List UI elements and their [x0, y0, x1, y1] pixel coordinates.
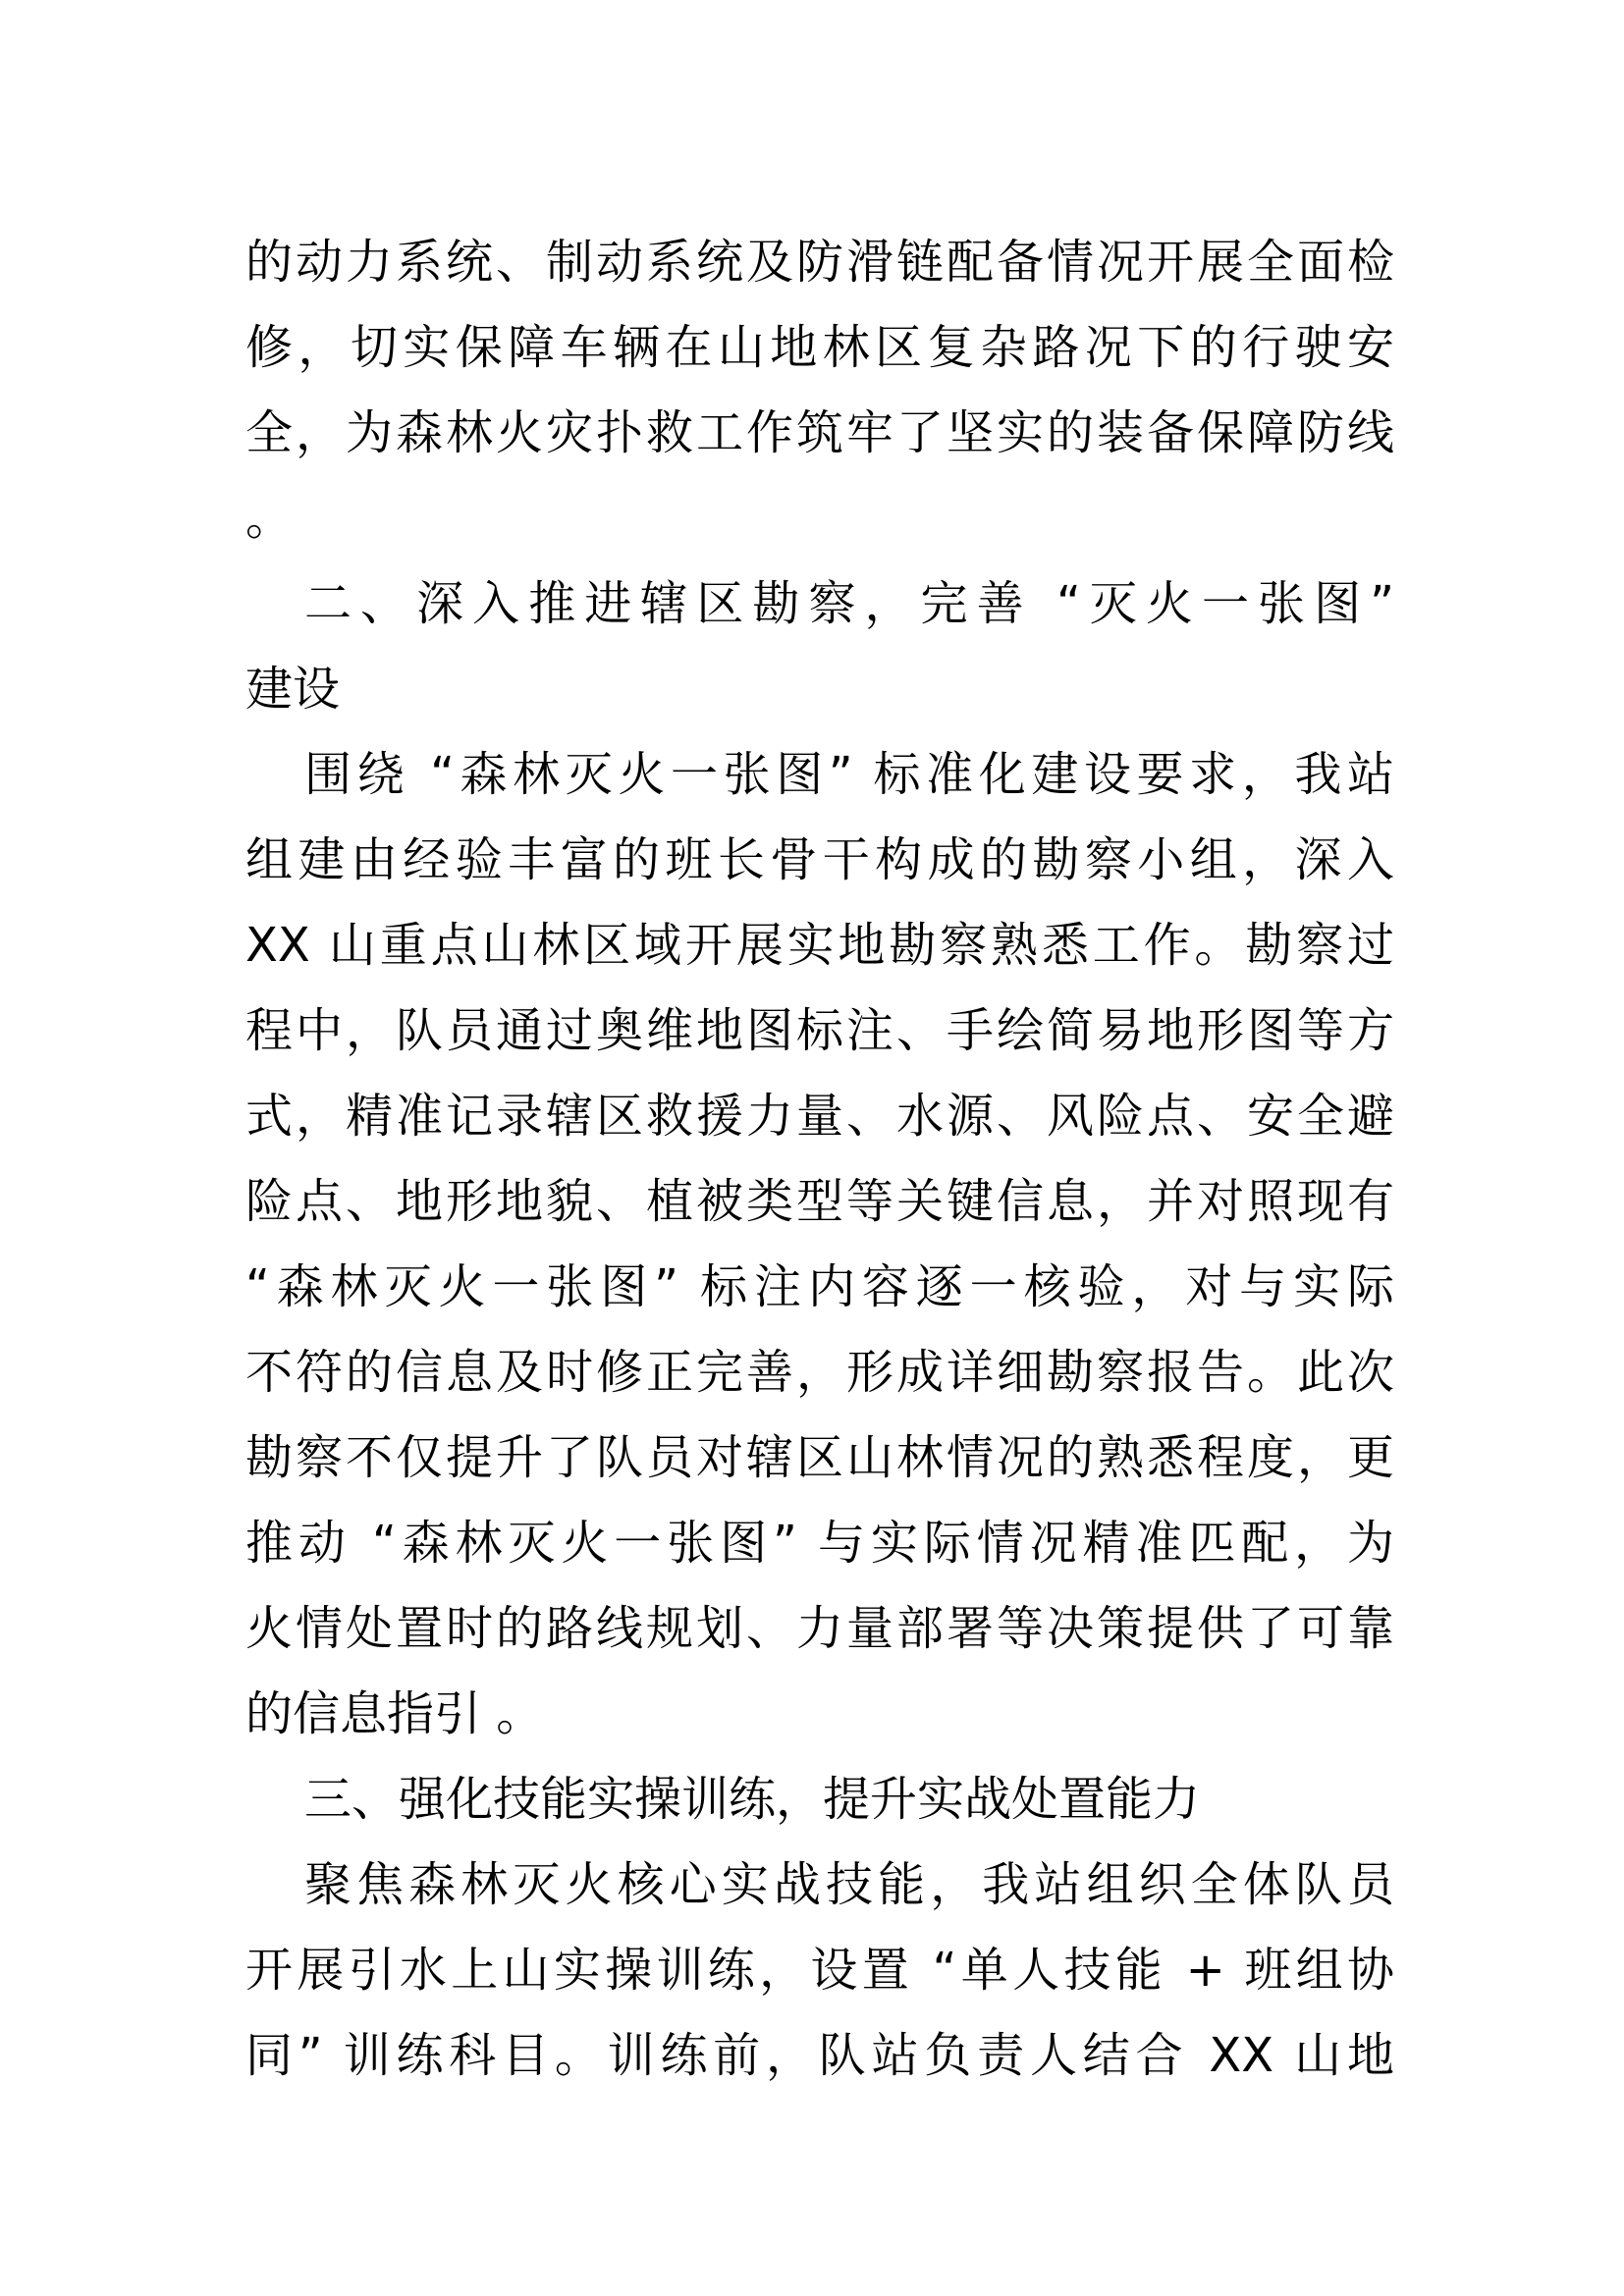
body-text-line: 组建由经验丰富的班长骨干构成的勘察小组，深入: [245, 832, 1394, 887]
body-text-line: 不符的信息及时修正完善，形成详细勘察报告。此次: [245, 1345, 1394, 1400]
body-text-line: 险点、地形地貌、植被类型等关键信息，并对照现有: [245, 1174, 1394, 1229]
paragraph-start: 围绕 “森林灭火一张图” 标准化建设要求，我站: [304, 747, 1394, 802]
body-text-line: 同” 训练科目。训练前，队站负责人结合 XX 山地: [245, 2028, 1394, 2083]
section-heading-2: 二、深入推进辖区勘察，完善 “灭火一张图”: [304, 576, 1394, 631]
body-text-line: 程中，队员通过奥维地图标注、手绘简易地形图等方: [245, 1003, 1394, 1058]
body-text-line: 全，为森林火灾扑救工作筑牢了坚实的装备保障防线: [245, 405, 1394, 460]
body-text-line: 的动力系统、制动系统及防滑链配备情况开展全面检: [245, 235, 1394, 290]
body-text-line: “森林灭火一张图” 标注内容逐一核验，对与实际: [245, 1259, 1394, 1314]
body-text-line: 式，精准记录辖区救援力量、水源、风险点、安全避: [245, 1089, 1394, 1144]
section-heading-2-continuation: 建设: [245, 662, 341, 717]
body-text-line: 修，切实保障车辆在山地林区复杂路况下的行驶安: [245, 320, 1394, 375]
body-text-line: 开展引水上山实操训练，设置 “单人技能 + 班组协: [245, 1943, 1394, 1998]
section-heading-3: 三、强化技能实操训练，提升实战处置能力: [304, 1772, 1201, 1827]
body-text-line: 推动 “森林灭火一张图” 与实际情况精准匹配，为: [245, 1516, 1394, 1571]
body-text-line: 。: [245, 491, 294, 546]
body-text-line: 勘察不仅提升了队员对辖区山林情况的熟悉程度，更: [245, 1430, 1394, 1485]
body-text-line: 火情处置时的路线规划、力量部署等决策提供了可靠: [245, 1601, 1394, 1656]
body-text-line: 的信息指引 。: [245, 1686, 544, 1741]
body-text-line: XX 山重点山林区域开展实地勘察熟悉工作。勘察过: [245, 918, 1394, 973]
paragraph-start: 聚焦森林灭火核心实战技能，我站组织全体队员: [304, 1857, 1394, 1912]
